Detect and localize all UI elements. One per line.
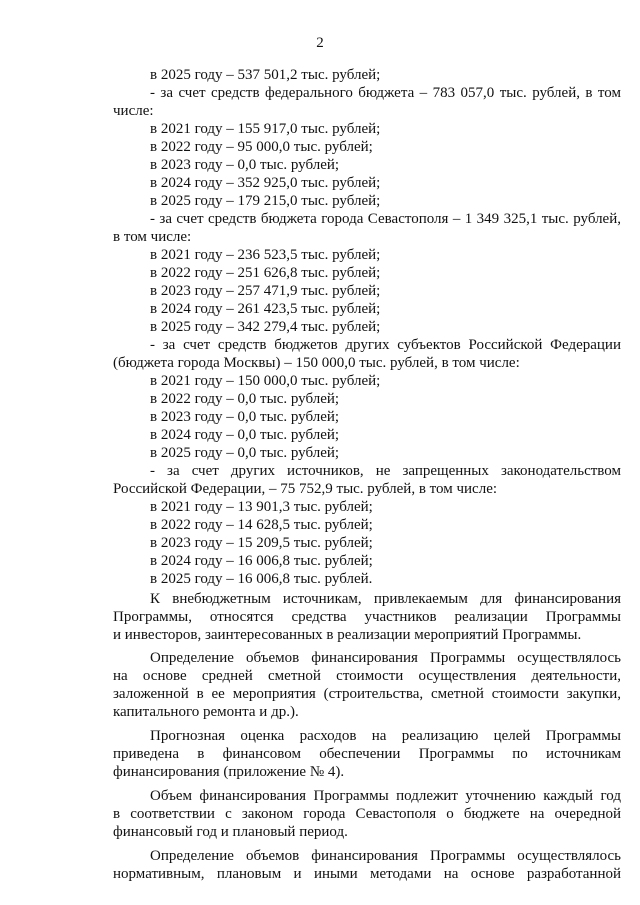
document-line: финансирования (приложение № 4). xyxy=(113,764,345,780)
document-line: - за счет средств федерального бюджета – 783 057,0 тыс. рублей, в том xyxy=(150,85,621,101)
document-line: Прогнозная оценка расходов на реализацию целей Программы xyxy=(150,728,621,744)
document-line: на основе средней сметной стоимости осуществления деятельности, xyxy=(113,668,621,684)
document-line: (бюджета города Москвы) – 150 000,0 тыс. рублей, в том числе: xyxy=(113,355,520,371)
document-line: в 2021 году – 13 901,3 тыс. рублей; xyxy=(150,499,373,515)
document-line: в 2025 году – 0,0 тыс. рублей; xyxy=(150,445,340,461)
document-line: нормативным, плановым и иными методами на основе разработанной xyxy=(113,866,621,882)
document-line: К внебюджетным источникам, привлекаемым для финансирования xyxy=(150,591,621,607)
document-line: в 2024 году – 0,0 тыс. рублей; xyxy=(150,427,340,443)
document-line: в 2025 году – 179 215,0 тыс. рублей; xyxy=(150,193,381,209)
document-line: в 2022 году – 0,0 тыс. рублей; xyxy=(150,391,340,407)
document-line: - за счет средств бюджета города Севастополя – 1 349 325,1 тыс. рублей, xyxy=(150,211,621,227)
document-line: в 2023 году – 0,0 тыс. рублей; xyxy=(150,157,340,173)
document-body xyxy=(113,66,621,883)
document-line: капитального ремонта и др.). xyxy=(113,704,299,720)
document-line: заложенной в ее мероприятия (строительства, сметной стоимости закупки, xyxy=(113,686,621,702)
document-line: Программы, относятся средства участников реализации Программы xyxy=(113,609,621,625)
document-line: и инвесторов, заинтересованных в реализации мероприятий Программы. xyxy=(113,627,582,643)
page-number: 2 xyxy=(316,35,324,51)
document-line: - за счет других источников, не запрещенных законодательством xyxy=(150,463,621,479)
document-line: Определение объемов финансирования Программы осуществлялось xyxy=(150,650,621,666)
document-line: в 2022 году – 251 626,8 тыс. рублей; xyxy=(150,265,381,281)
document-line: в 2024 году – 16 006,8 тыс. рублей; xyxy=(150,553,373,569)
document-line: в 2021 году – 236 523,5 тыс. рублей; xyxy=(150,247,381,263)
document-line: в 2021 году – 155 917,0 тыс. рублей; xyxy=(150,121,381,137)
document-line: финансовый год и плановый период. xyxy=(113,824,348,840)
document-line: в 2022 году – 95 000,0 тыс. рублей; xyxy=(150,139,373,155)
document-line: в 2024 году – 352 925,0 тыс. рублей; xyxy=(150,175,381,191)
document-line: Определение объемов финансирования Программы осуществлялось xyxy=(150,848,621,864)
document-line: в 2023 году – 257 471,9 тыс. рублей; xyxy=(150,283,381,299)
document-line: в соответствии с законом города Севастополя о бюджете на очередной xyxy=(113,806,621,822)
document-line: в 2025 году – 537 501,2 тыс. рублей; xyxy=(150,67,381,83)
document-line: в 2022 году – 14 628,5 тыс. рублей; xyxy=(150,517,373,533)
document-line: - за счет средств бюджетов других субъектов Российской Федерации xyxy=(150,337,621,353)
document-line: Российской Федерации, – 75 752,9 тыс. рублей, в том числе: xyxy=(113,481,498,497)
document-line: числе: xyxy=(113,103,154,119)
document-line: приведена в финансовом обеспечении Программы по источникам xyxy=(113,746,621,762)
document-line: в 2025 году – 16 006,8 тыс. рублей. xyxy=(150,571,373,587)
document-line: в 2023 году – 0,0 тыс. рублей; xyxy=(150,409,340,425)
document-line: Объем финансирования Программы подлежит уточнению каждый год xyxy=(150,788,621,804)
document-line: в 2025 году – 342 279,4 тыс. рублей; xyxy=(150,319,381,335)
document-line: в 2023 году – 15 209,5 тыс. рублей; xyxy=(150,535,373,551)
document-line: в 2024 году – 261 423,5 тыс. рублей; xyxy=(150,301,381,317)
document-line: в 2021 году – 150 000,0 тыс. рублей; xyxy=(150,373,381,389)
document-line: в том числе: xyxy=(113,229,192,245)
